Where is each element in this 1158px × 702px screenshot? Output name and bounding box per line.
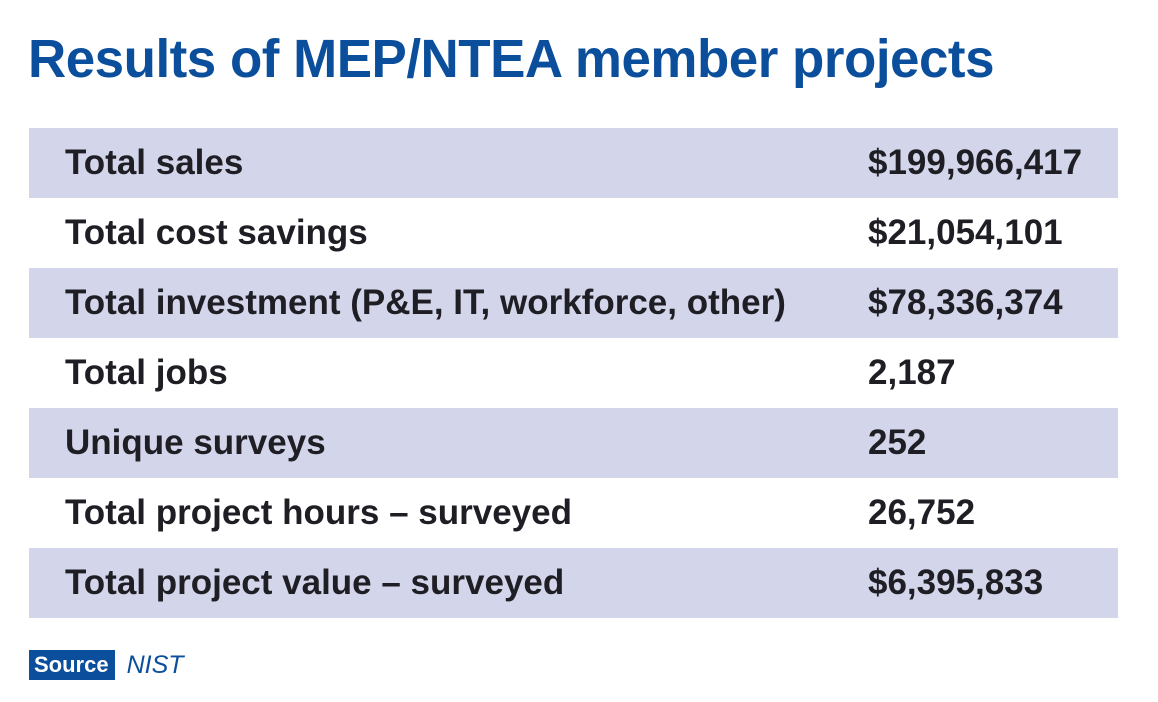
table-row xyxy=(29,268,1118,338)
table-row xyxy=(29,478,1118,548)
row-label: Total project value – surveyed xyxy=(65,563,565,602)
table-row xyxy=(29,548,1118,618)
row-label: Total sales xyxy=(65,143,244,182)
row-value: $78,336,374 xyxy=(868,283,1063,322)
source-line xyxy=(29,649,184,681)
results-table xyxy=(29,128,1118,618)
row-label: Unique surveys xyxy=(65,423,326,462)
source-badge: Source xyxy=(29,650,115,680)
table-row xyxy=(29,198,1118,268)
row-value: $199,966,417 xyxy=(868,143,1083,182)
row-value: $6,395,833 xyxy=(868,563,1044,602)
chart-title: Results of MEP/NTEA member projects xyxy=(28,29,995,89)
row-value: 26,752 xyxy=(868,493,976,532)
row-value: 252 xyxy=(868,423,927,462)
source-name: NIST xyxy=(126,651,184,679)
row-value: $21,054,101 xyxy=(868,213,1063,252)
row-label: Total cost savings xyxy=(65,213,368,252)
row-label: Total jobs xyxy=(65,353,228,392)
row-label: Total project hours – surveyed xyxy=(65,493,572,532)
row-value: 2,187 xyxy=(868,353,956,392)
table-row xyxy=(29,408,1118,478)
table-row xyxy=(29,338,1118,408)
table-row xyxy=(29,128,1118,198)
row-label: Total investment (P&E, IT, workforce, other) xyxy=(65,283,786,322)
